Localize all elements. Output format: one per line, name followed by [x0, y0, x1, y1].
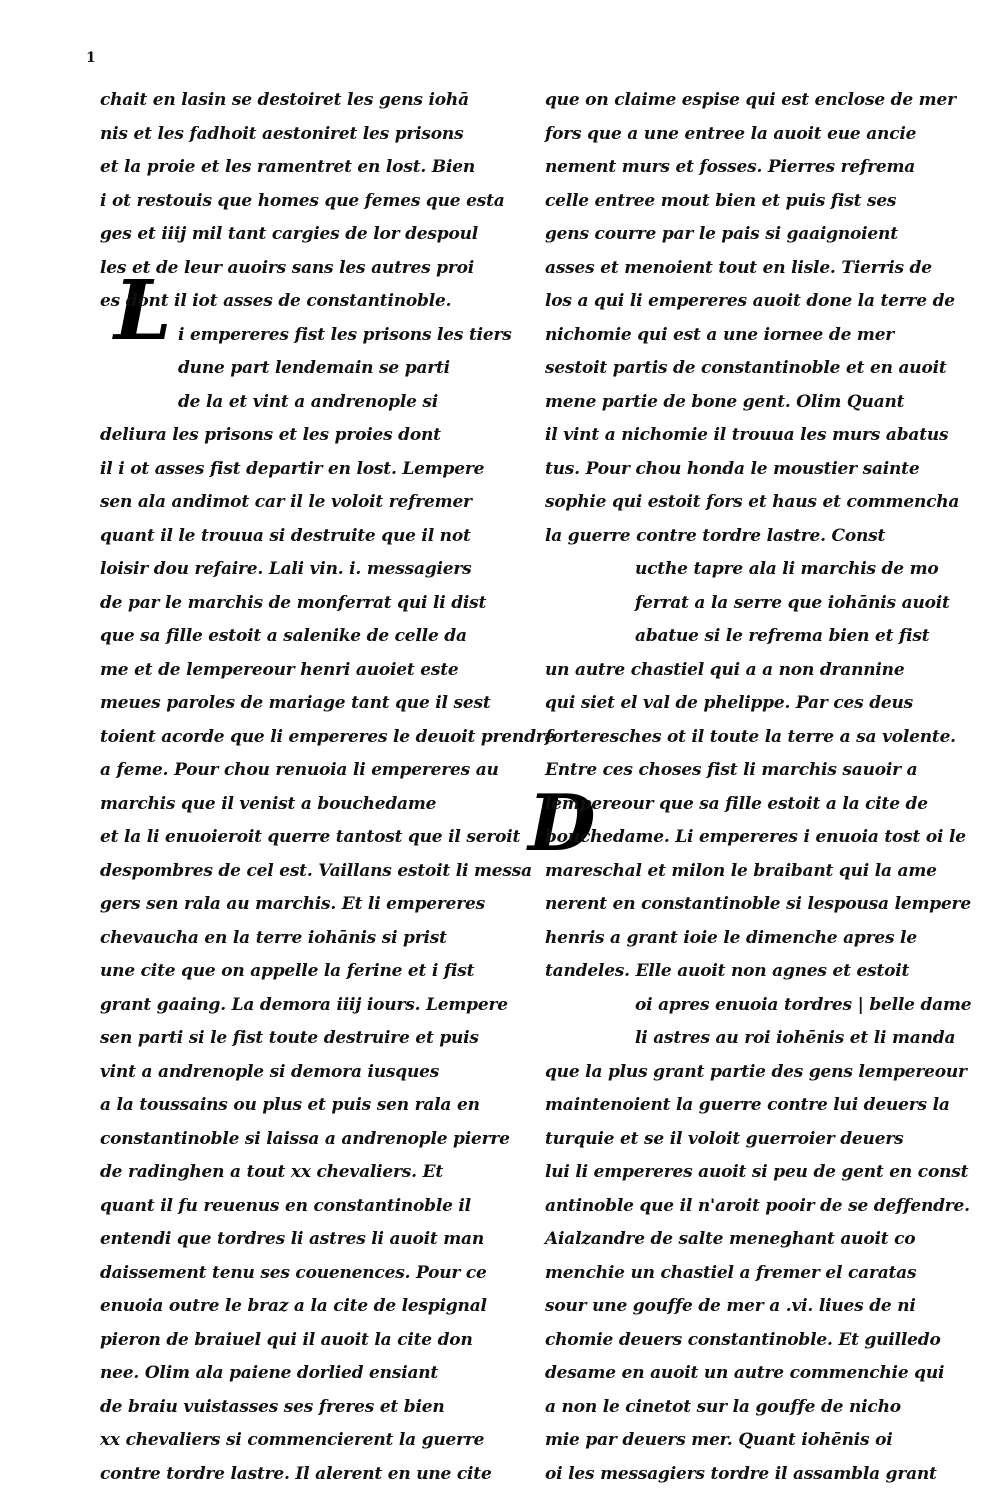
text-line: fors que a une entree la auoit eue ancie: [545, 123, 917, 144]
text-line: nement murs et fosses. Pierres refrema: [545, 157, 916, 177]
text-line: il i ot asses fist departir en lost. Lempere: [100, 458, 485, 479]
left-text-column: [100, 84, 556, 1491]
text-line: que on claime espise qui est enclose de mer: [545, 90, 956, 110]
text-line: despombres de cel est. Vaillans estoit li messa: [100, 860, 532, 881]
text-line: un autre chastiel qui a a non drannine: [545, 659, 905, 680]
text-line: turquie et se il voloit guerroier deuers: [545, 1128, 904, 1149]
text-line: a feme. Pour chou renuoia li empereres au: [100, 760, 499, 780]
text-line: nichomie qui est a une iornee de mer: [545, 324, 895, 345]
text-line: chevaucha en la terre iohānis si prist: [100, 927, 447, 948]
text-line: les et de leur auoirs sans les autres proi: [100, 257, 475, 278]
text-line: ges et iiij mil tant cargies de lor despoul: [100, 224, 479, 244]
text-line: nis et les fadhoit aestoniret les prisons: [100, 123, 464, 144]
text-line: Aialzandre de salte meneghant auoit co: [545, 1229, 916, 1249]
text-line: enuoia outre le braz a la cite de lespignal: [100, 1296, 487, 1316]
text-line: a non le cinetot sur la gouffe de nicho: [545, 1396, 901, 1417]
text-line: grant gaaing. La demora iiij iours. Lempere: [100, 994, 508, 1015]
right-text-column: [545, 84, 972, 1491]
text-line: sen parti si le fist toute destruire et puis: [100, 1028, 479, 1048]
text-line: nerent en constantinoble si lespousa lempere: [545, 894, 971, 914]
text-line: dune part lendemain se parti: [178, 358, 450, 378]
text-line: et la li enuoieroit querre tantost que il seroit: [100, 827, 521, 847]
text-line: gens courre par le pais si gaaignoient: [545, 224, 898, 244]
text-line: forteresches ot il toute la terre a sa volente.: [545, 726, 956, 747]
text-line: quant il fu reuenus en constantinoble il: [100, 1195, 471, 1216]
text-line: contre tordre lastre. Il alerent en une cite: [100, 1463, 492, 1484]
text-line: a la toussains ou plus et puis sen rala en: [100, 1095, 480, 1115]
text-line: antinoble que il n'aroit pooir de se deffendre.: [545, 1195, 970, 1216]
text-line: daissement tenu ses couenences. Pour ce: [100, 1262, 487, 1283]
text-line: li astres au roi iohēnis et li manda: [635, 1028, 956, 1048]
text-line: maintenoient la guerre contre lui deuers la: [545, 1095, 950, 1115]
text-line: de radinghen a tout xx chevaliers. Et: [100, 1162, 444, 1182]
text-line: chomie deuers constantinoble. Et guilledo: [545, 1329, 941, 1350]
text-line: mene partie de bone gent. Olim Quant: [545, 391, 905, 412]
text-line: de la et vint a andrenople si: [178, 391, 439, 412]
text-line: i ot restouis que homes que femes que esta: [100, 190, 505, 211]
text-line: oi apres enuoia tordres | belle dame: [635, 994, 972, 1015]
text-line: pieron de braiuel qui il auoit la cite don: [100, 1329, 473, 1350]
text-line: lui li empereres auoit si peu de gent en const: [545, 1162, 969, 1182]
text-line: entendi que tordres li astres li auoit man: [100, 1229, 485, 1249]
text-line: celle entree mout bien et puis fist ses: [545, 190, 897, 211]
text-line: tus. Pour chou honda le moustier sainte: [545, 458, 920, 479]
text-line: deliura les prisons et les proies dont: [100, 425, 441, 445]
text-line: xx chevaliers si commencierent la guerre: [100, 1430, 485, 1450]
text-line: meues paroles de mariage tant que il sest: [100, 693, 491, 713]
text-line: de braiu vuistasses ses freres et bien: [100, 1396, 445, 1417]
text-line: mie par deuers mer. Quant iohēnis oi: [545, 1430, 893, 1450]
text-line: quant il le trouua si destruite que il not: [100, 525, 471, 546]
text-line: de par le marchis de monferrat qui li dist: [100, 592, 487, 613]
text-line: loisir dou refaire. Lali vin. i. messagiers: [100, 559, 472, 579]
text-line: lempereour que sa fille estoit a la cite de: [545, 793, 928, 814]
text-line: abatue si le refrema bien et fist: [635, 626, 930, 646]
text-line: la guerre contre tordre lastre. Const: [545, 525, 886, 546]
text-line: gers sen rala au marchis. Et li empereres: [100, 894, 485, 914]
folio-mark: 1: [86, 50, 96, 66]
text-line: que la plus grant partie des gens lempereour: [545, 1061, 967, 1082]
text-line: et la proie et les ramentret en lost. Bien: [100, 157, 475, 177]
text-line: me et de lempereour henri auoiet este: [100, 659, 459, 680]
text-line: sophie qui estoit fors et haus et commencha: [545, 492, 960, 512]
text-line: toient acorde que li empereres le deuoit prendre: [100, 726, 556, 747]
text-line: sestoit partis de constantinoble et en auoit: [545, 358, 947, 378]
text-line: constantinoble si laissa a andrenople pierre: [100, 1128, 510, 1149]
text-line: oi les messagiers tordre il assambla grant: [545, 1463, 937, 1484]
text-line: mareschal et milon le braibant qui la ame: [545, 860, 937, 881]
text-line: bouchedame. Li empereres i enuoia tost oi le: [545, 827, 966, 847]
text-line: ucthe tapre ala li marchis de mo: [635, 559, 939, 579]
text-line: tandeles. Elle auoit non agnes et estoit: [545, 961, 910, 981]
text-line: nee. Olim ala paiene dorlied ensiant: [100, 1363, 439, 1383]
text-line: il vint a nichomie il trouua les murs abatus: [545, 425, 949, 445]
text-line: es dont il iot asses de constantinoble.: [100, 291, 452, 311]
text-line: une cite que on appelle la ferine et i fist: [100, 961, 475, 981]
text-line: henris a grant ioie le dimenche apres le: [545, 927, 917, 948]
decorated-initial-l: L: [114, 263, 172, 359]
text-line: marchis que il venist a bouchedame: [100, 793, 437, 814]
text-line: i empereres fist les prisons les tiers: [178, 324, 512, 345]
decorated-initial-d: D: [528, 778, 596, 869]
text-line: sour une gouffe de mer a .vi. liues de ni: [545, 1296, 916, 1316]
text-line: chait en lasin se destoiret les gens iohā: [100, 90, 469, 110]
text-line: qui siet el val de phelippe. Par ces deus: [545, 693, 914, 713]
text-line: desame en auoit un autre commenchie qui: [545, 1363, 945, 1383]
text-line: asses et menoient tout en lisle. Tierris de: [545, 257, 932, 278]
text-line: menchie un chastiel a fremer el caratas: [545, 1262, 917, 1283]
text-line: ferrat a la serre que iohānis auoit: [635, 592, 950, 613]
text-line: Entre ces choses fist li marchis sauoir a: [545, 760, 918, 780]
text-line: que sa fille estoit a salenike de celle da: [100, 626, 467, 646]
text-line: los a qui li empereres auoit done la terre de: [545, 291, 955, 311]
text-line: sen ala andimot car il le voloit refremer: [100, 492, 472, 512]
text-line: vint a andrenople si demora iusques: [100, 1061, 440, 1082]
